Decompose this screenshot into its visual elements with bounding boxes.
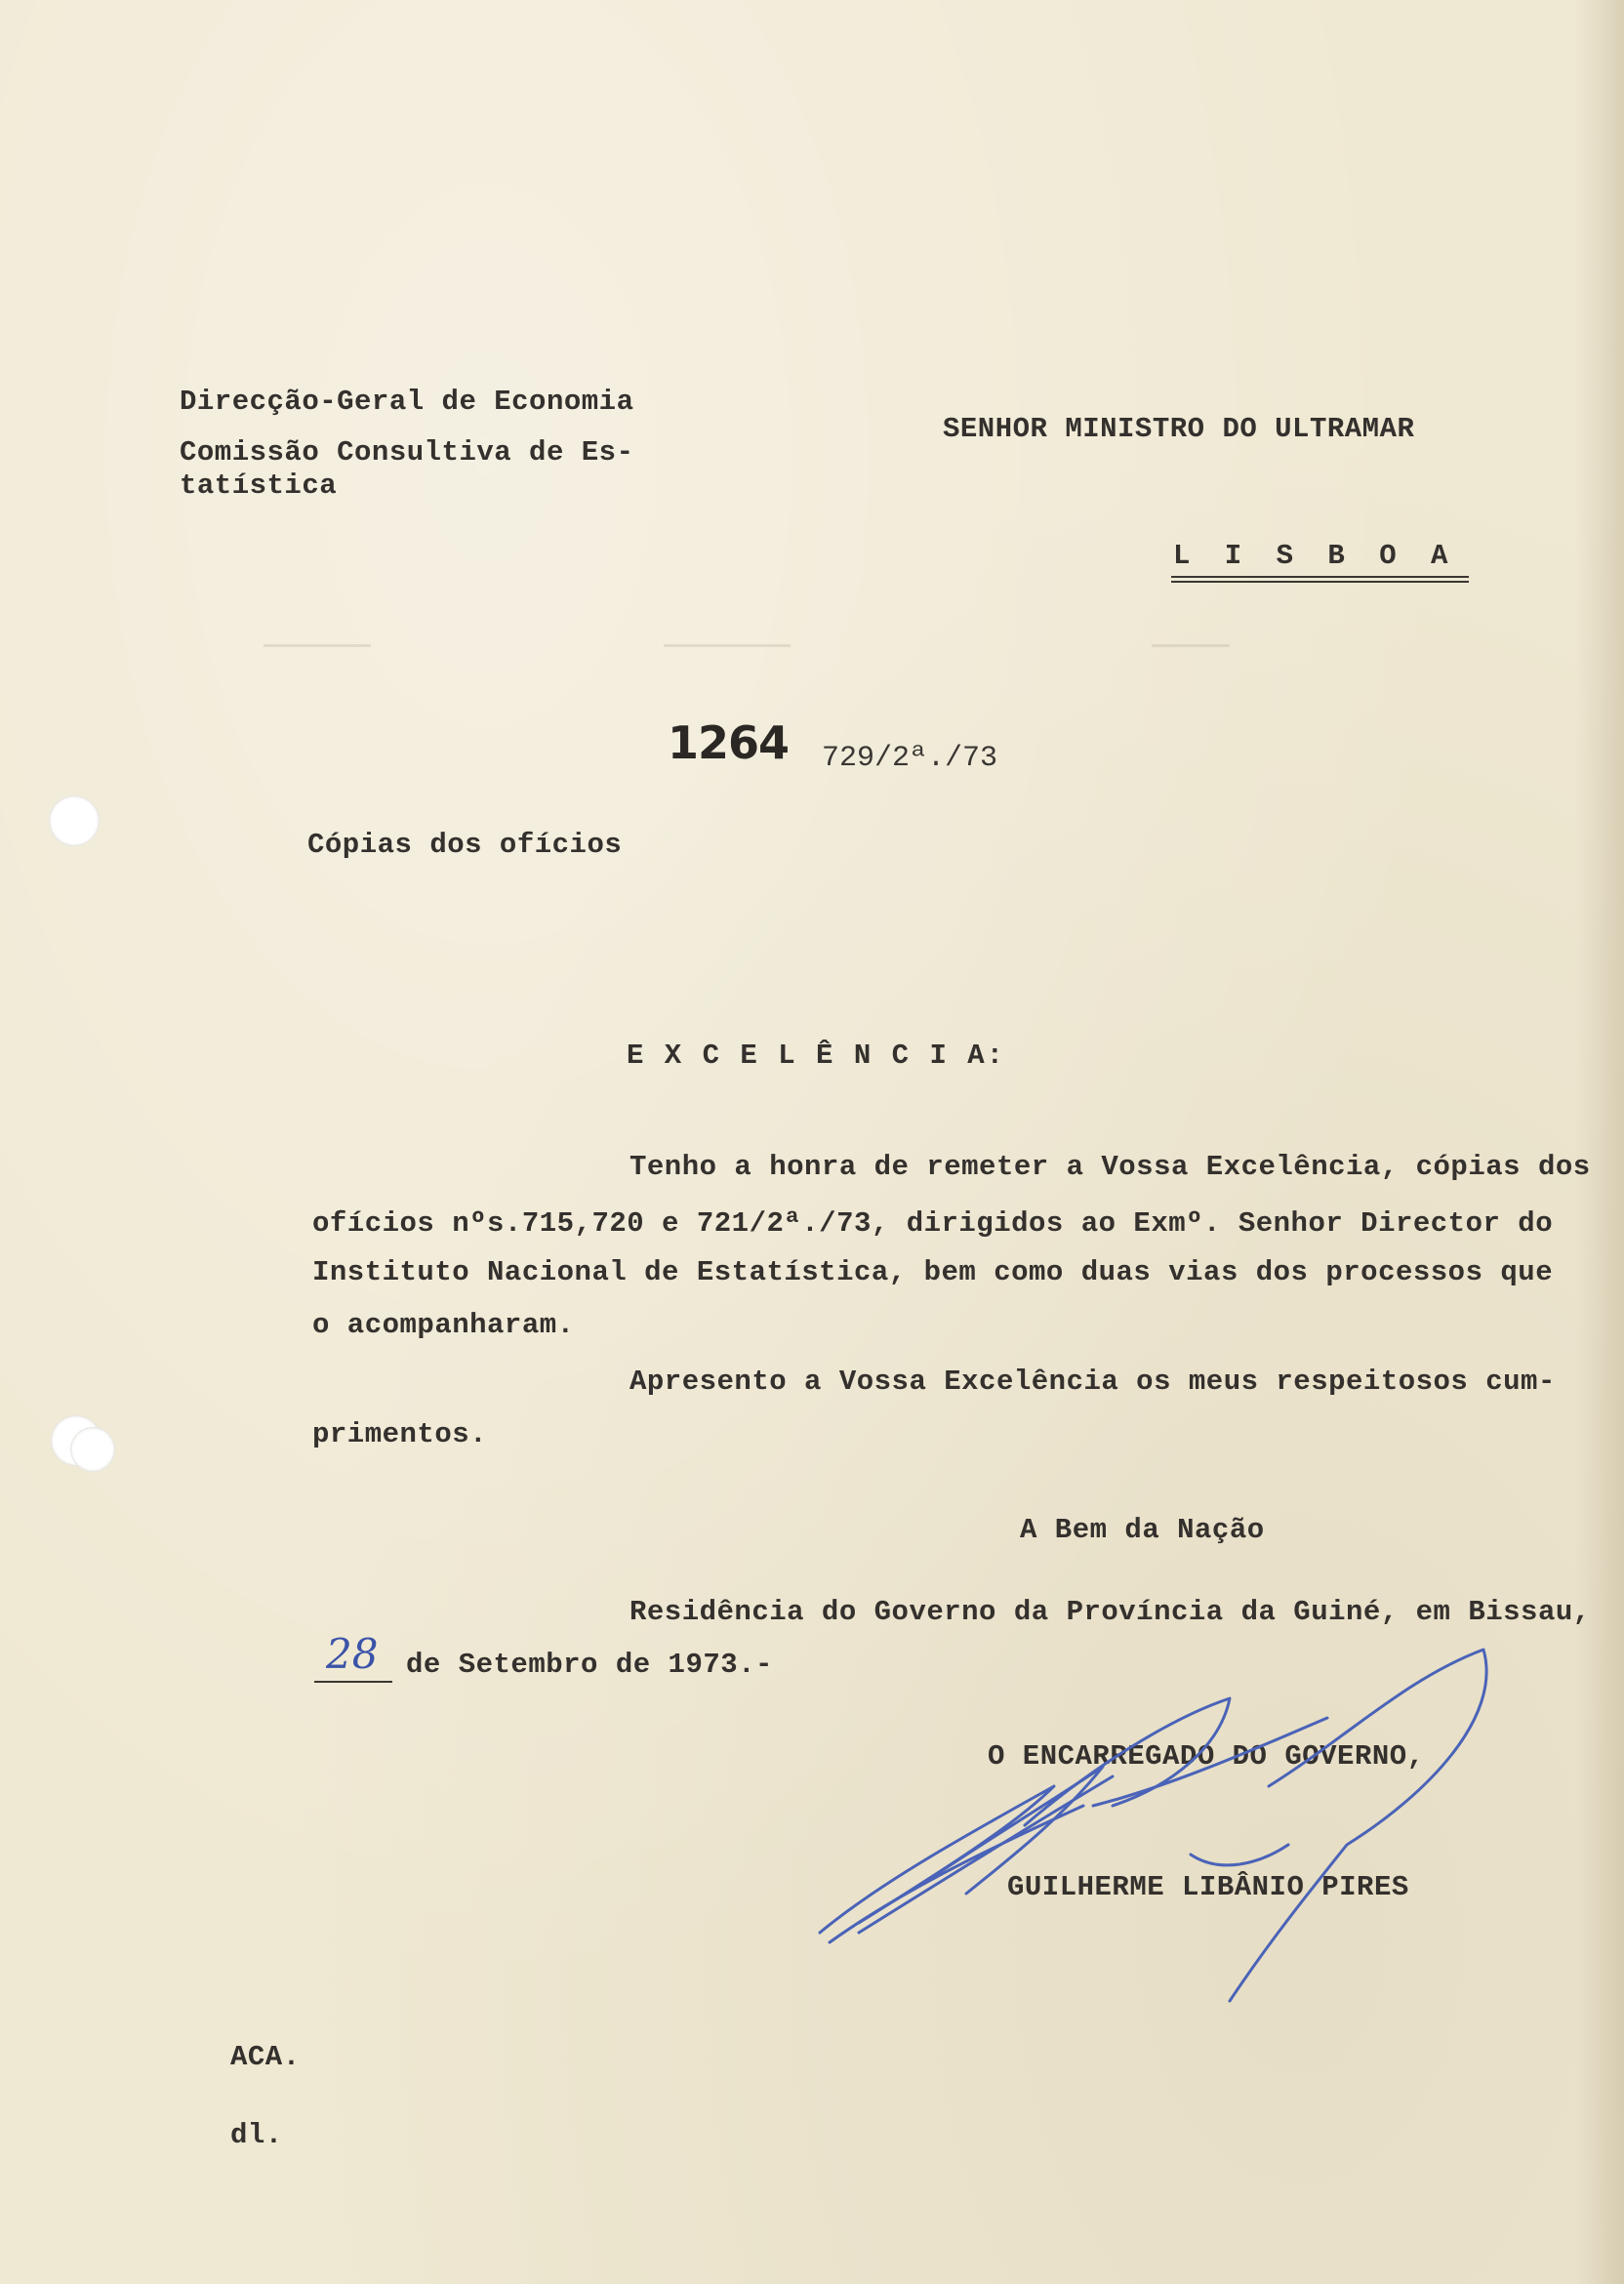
signatory-name: GUILHERME LIBÂNIO PIRES [1007, 1871, 1409, 1903]
punch-hole-bottom-overlap [70, 1427, 115, 1472]
punch-hole-top [49, 795, 100, 846]
sender-commission-cont: tatística [180, 469, 338, 502]
body-line: Apresento a Vossa Excelência os meus respeitosos cum- [629, 1366, 1556, 1398]
salutation: E X C E L Ê N C I A: [627, 1040, 1006, 1072]
recipient-city: L I S B O A [1173, 540, 1457, 572]
city-double-underline [1171, 576, 1469, 583]
place-line: Residência do Governo da Província da Guiné, em Bissau, [629, 1596, 1591, 1628]
office-reference: 729/2ª./73 [822, 742, 998, 775]
bleed-through-mark [264, 644, 371, 647]
signatory-title: O ENCARREGADO DO GOVERNO, [988, 1740, 1425, 1773]
body-line: o acompanharam. [312, 1309, 575, 1341]
handwritten-day: 28 [326, 1630, 379, 1678]
body-line: ofícios nºs.715,720 e 721/2ª./73, dirigidos ao Exmº. Senhor Director do [312, 1207, 1554, 1240]
sender-commission: Comissão Consultiva de Es- [180, 436, 634, 469]
signature-drawing [800, 1640, 1503, 2030]
sender-department: Direcção-Geral de Economia [180, 386, 634, 418]
body-line: primentos. [312, 1418, 488, 1450]
typist-initials-1: ACA. [230, 2041, 301, 2073]
closing-motto: A Bem da Nação [1020, 1514, 1265, 1546]
recipient: SENHOR MINISTRO DO ULTRAMAR [943, 413, 1415, 445]
day-blank-line [314, 1681, 392, 1683]
typist-initials-2: dl. [230, 2119, 283, 2151]
bleed-through-mark [1152, 644, 1230, 647]
subject-line: Cópias dos ofícios [307, 829, 623, 861]
bleed-through-mark [664, 644, 791, 647]
body-line: Tenho a honra de remeter a Vossa Excelência, cópias dos [629, 1151, 1591, 1183]
date-line: de Setembro de 1973.- [406, 1649, 773, 1681]
body-line: Instituto Nacional de Estatística, bem como duas vias dos processos que [312, 1256, 1554, 1288]
registry-stamp-number: 1264 [668, 716, 790, 769]
